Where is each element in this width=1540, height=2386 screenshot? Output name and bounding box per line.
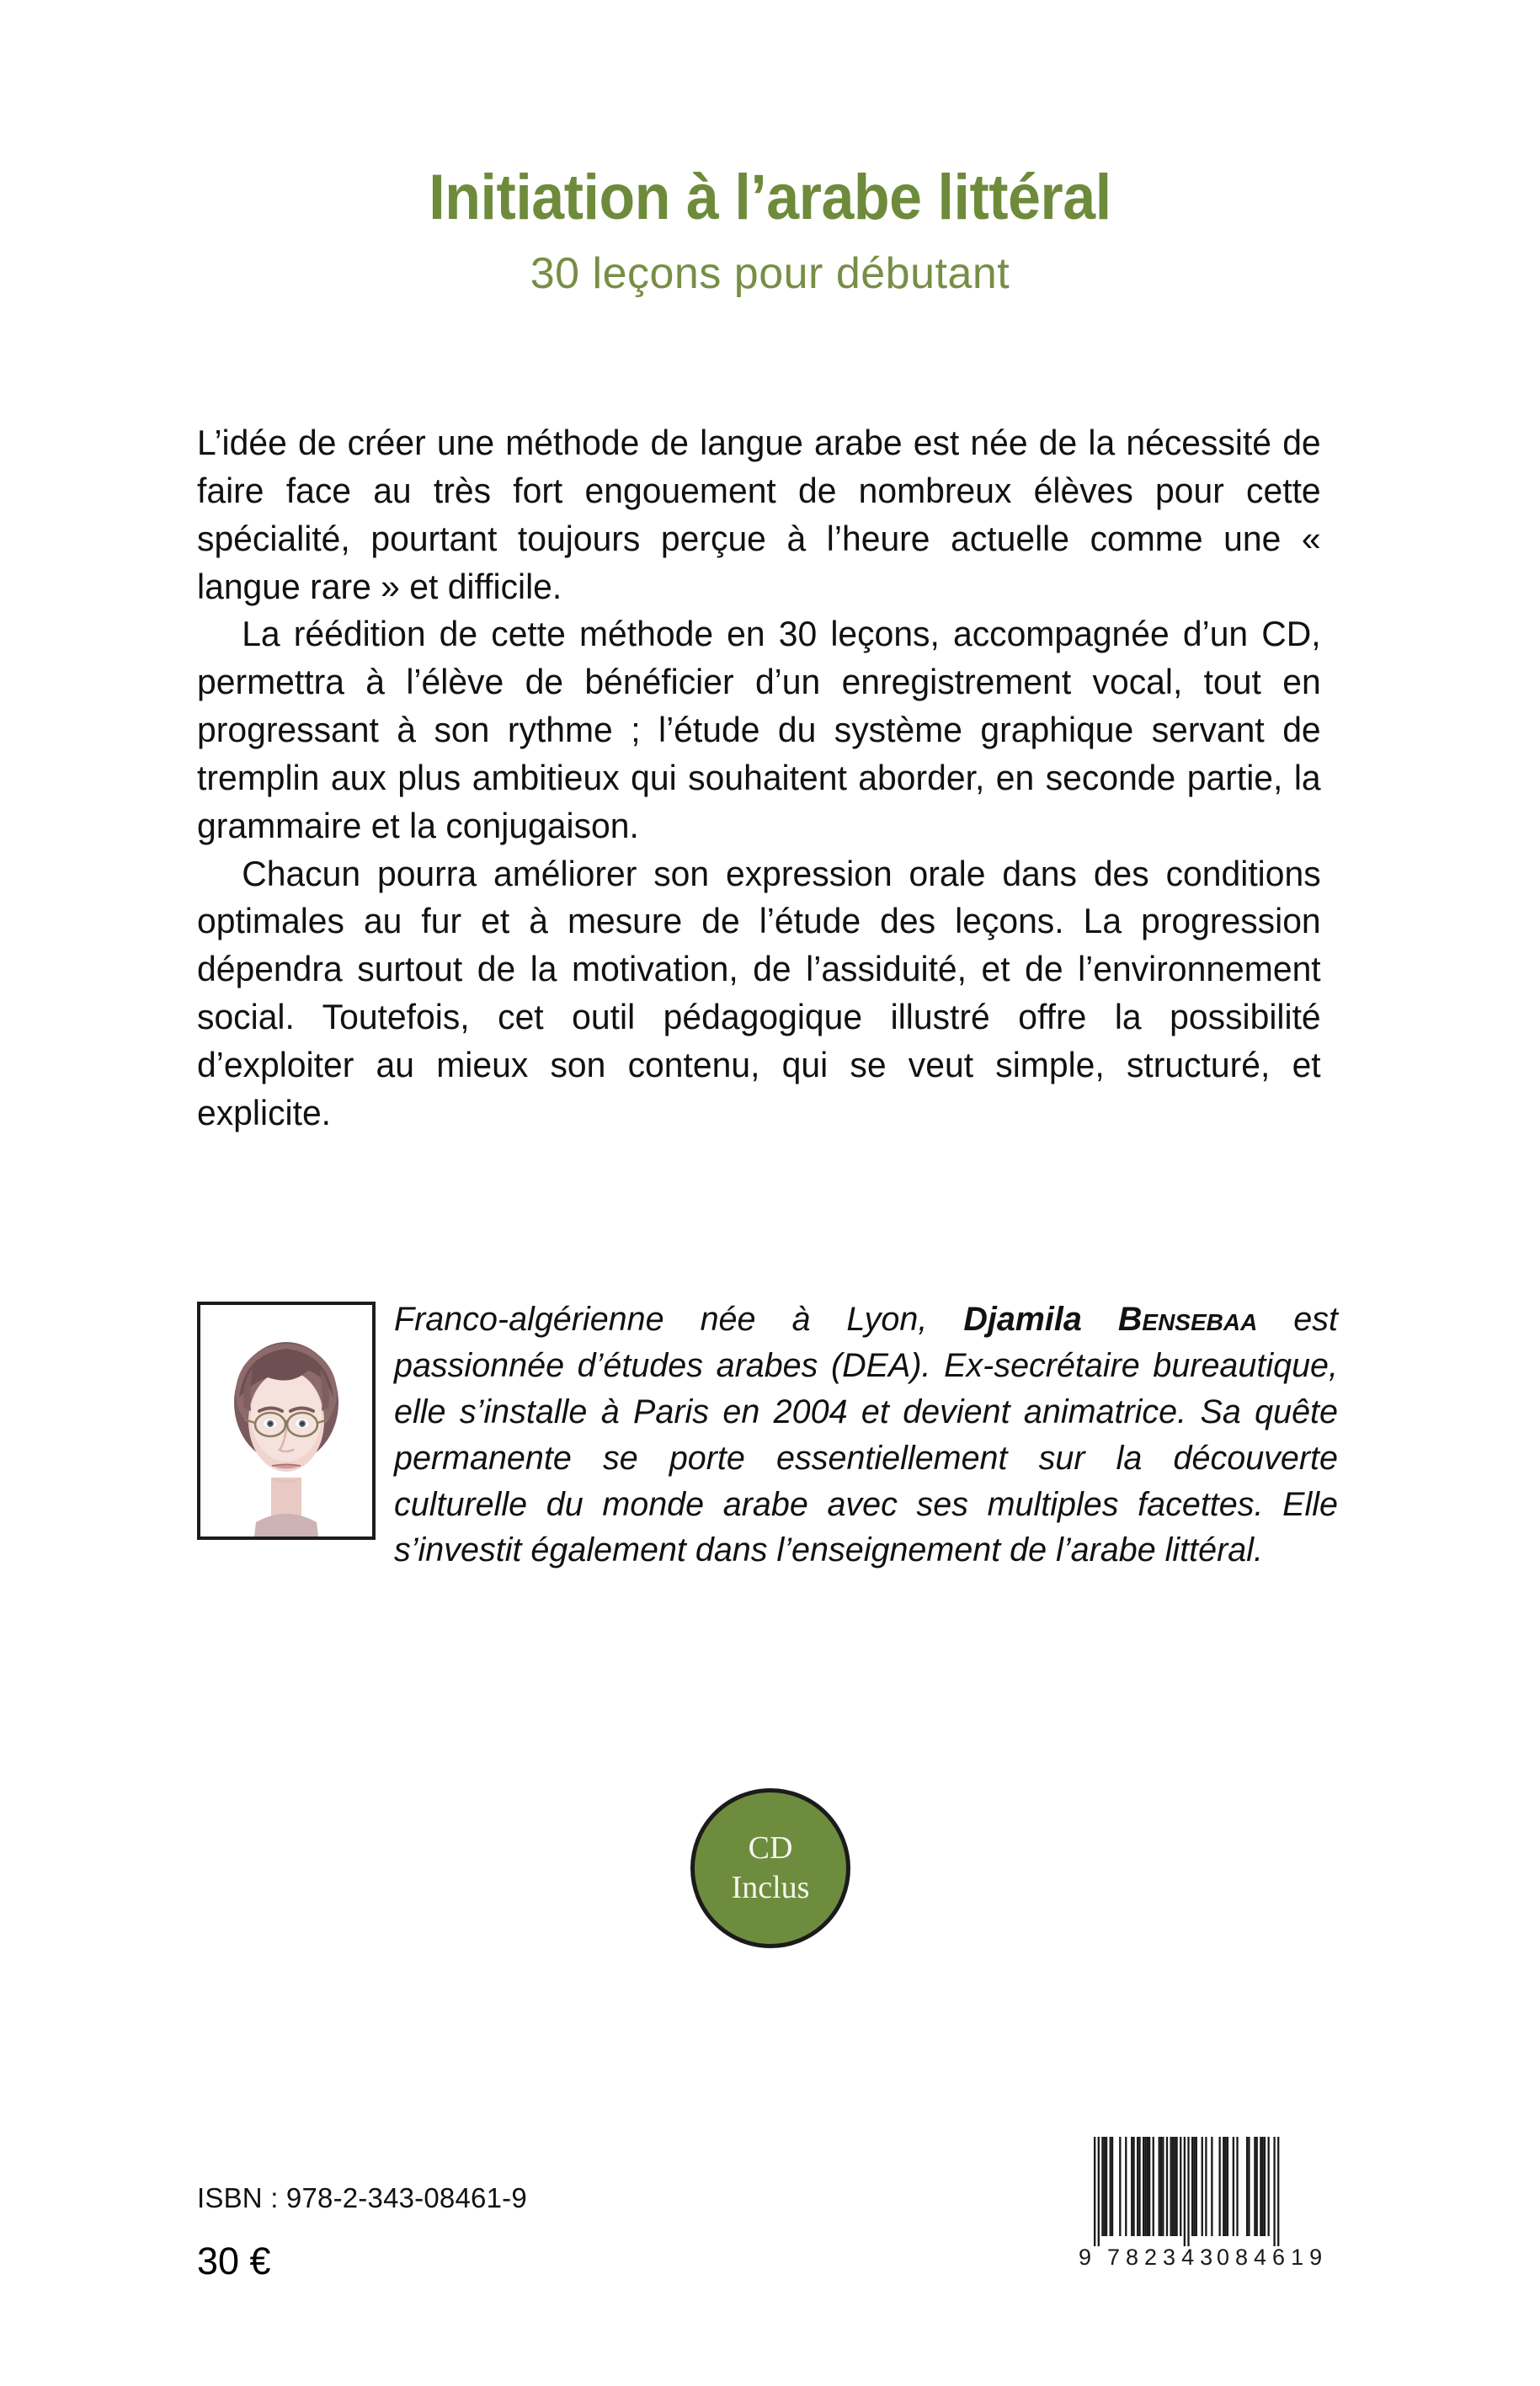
author-bio <box>197 1297 1338 1574</box>
cd-included-badge <box>690 1788 850 1948</box>
bio-lead: Franco-algérienne née à Lyon, <box>394 1301 964 1338</box>
cd-badge-line-1: CD <box>748 1829 793 1866</box>
bio-rest: est passionnée d’études arabes (DEA). Ex-secrétaire bureautique, elle s’installe à Paris en 2004 et devient animatrice. Sa quête permanente se porte essentiellement sur la découverte culturelle du monde arabe avec ses multiples facettes. Elle s’investit également dans l’enseignement de l’arabe littéral. <box>394 1301 1339 1569</box>
isbn-text: ISBN : 978-2-343-08461-9 <box>197 2182 527 2213</box>
author-last-name-initial: B <box>1117 1301 1143 1338</box>
author-photo <box>197 1302 376 1540</box>
barcode-graphic <box>1075 2132 1338 2268</box>
ean13-barcode <box>1075 2132 1338 2268</box>
title-block <box>0 164 1540 298</box>
price-text: 30 € <box>197 2240 271 2282</box>
barcode-left-group: 782343 <box>1107 2245 1219 2268</box>
barcode-right-group: 084619 <box>1217 2245 1329 2268</box>
blurb-paragraph-1: L’idée de créer une méthode de langue arabe est née de la nécessité de faire face au très fort engouement de nombreux élèves pour cette spécialité, pourtant toujours perçue à l’heure actuelle comme une « langue rare » et difficile. <box>197 423 1321 606</box>
blurb-paragraph-2: La réédition de cette méthode en 30 leçons, accompagnée d’un CD, permettra à l’élève de bénéficier d’un enregistrement vocal, tout en progressant à son rythme ; l’étude du système graphique servant de tremplin aux plus ambitieux qui souhaitent aborder, en seconde partie, la grammaire et la conjugaison. <box>197 614 1321 845</box>
page-subtitle: 30 leçons pour débutant <box>530 248 1010 298</box>
blurb-text <box>197 419 1321 1137</box>
blurb-paragraph-3: Chacun pourra améliorer son expression orale dans des conditions optimales au fur et à mesure de l’étude des leçons. La progression dépendra surtout de la motivation, de l’assiduité, et de l’environnement social. Toutefois, cet outil pédagogique illustré offre la possibilité d’exploiter au mieux son contenu, qui se veut simple, structuré, et explicite. <box>197 853 1321 1132</box>
author-portrait-graphic <box>200 1305 372 1537</box>
barcode-lead-digit: 9 <box>1079 2245 1092 2268</box>
author-last-name: ensebaa <box>1142 1301 1258 1338</box>
cd-badge-line-2: Inclus <box>731 1870 810 1905</box>
author-first-name: Djamila <box>963 1301 1118 1338</box>
page-title: Initiation à l’arabe littéral <box>429 162 1111 233</box>
